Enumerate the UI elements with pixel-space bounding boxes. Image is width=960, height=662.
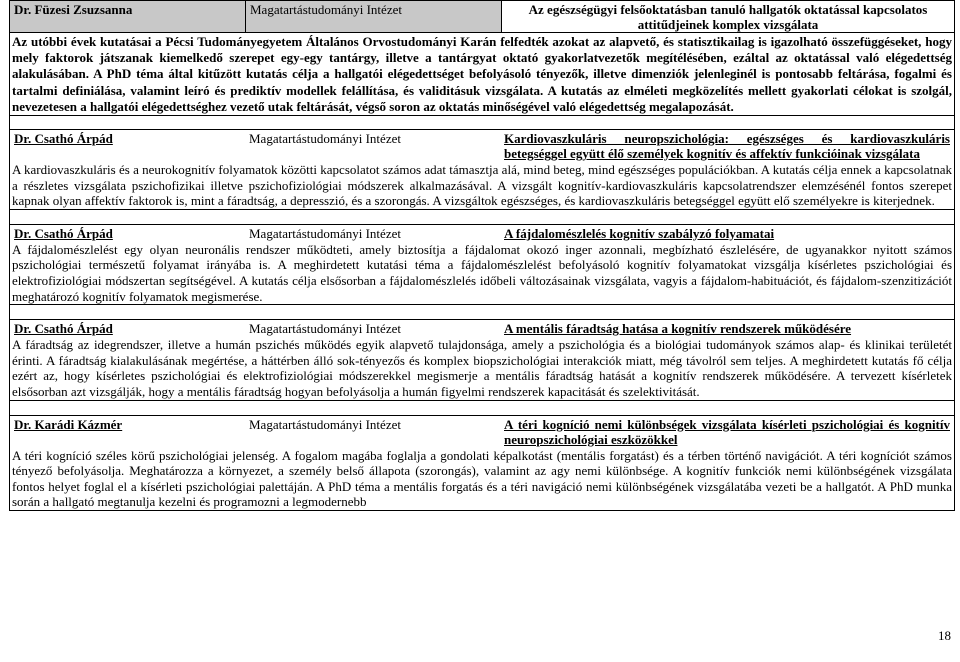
document-page [9,0,955,511]
supervisor-name: Dr. Csathó Árpád [14,131,113,147]
topic-description: A téri kogníció széles körű pszichológiai jelenség. A fogalom magába foglalja a gondolati képalkotást (mentális forgatást) és a térben történő navigációt. A téri kogníciót számos tényező befolyásolja. Meghatározza a környezet, a személy belső állapota (szorongás), valamint az agy nemi különbsége. A kognitív funkciók nemi különbségének vizsgálata fontos helyet foglal el a kísérleti pszichológiai palettáján. A PhD téma a mentális forgatás és a téri navigáció nemi különbségének vizsgálatába vezeti be a hallgatót. A PhD munka során a hallgató megtanulja kezelni és programozni a legmodernebb [12,447,952,510]
institute-name: Magatartástudományi Intézet [249,225,401,241]
supervisor-name: Dr. Csathó Árpád [14,321,113,337]
entry-karadi [9,416,955,511]
institute-name: Magatartástudományi Intézet [249,131,401,147]
entry-header [10,416,954,447]
entry-csatho-2 [9,225,955,305]
spacer-row [9,305,955,320]
entry-header [10,320,954,336]
topic-description: Az utóbbi évek kutatásai a Pécsi Tudományegyetem Általános Orvostudományi Karán felfedték azokat az alapvető, és statisztikailag is igazolható összefüggéseket, hogy mely faktorok játszanak kiemelkedő szerepet egy-egy tantárgy, illetve a tantárgyat oktató gyakorlatvezetők megítélésében, ezáltal az oktatással való elégedettség alakulásában. A PhD téma által kitűzött kutatás célja a hallgatói elégedettséget befolyásoló tényezők, illetve dimenziók jelenleginél is pontosabb feltárása, fogalmi és tartalmi definiálása, valamint leíró és prediktív modellek felállítása, és validitásuk vizsgálata. A kutatás az elméleti megközelítés mellett gyakorlati célokat is szolgál, nevezetesen a hallgatói elégedettséghez vezető utak feltárását, végső soron az oktatás minőségével való elégedettség megalapozását. [12,34,952,114]
institute-name: Magatartástudományi Intézet [249,416,401,432]
topic-title: A mentális fáradtság hatása a kognitív rendszerek működésére [504,321,852,337]
entry-csatho-1 [9,130,955,210]
entry-fuzesi [9,0,955,116]
entry-header [10,130,954,161]
page-number: 18 [938,628,951,643]
topic-title: Kardiovaszkuláris neuropszichológia: egészséges és kardiovaszkuláris betegséggel együtt élő személyek kognitív és affektív funkcióinak vizsgálata [504,131,950,162]
entry-header [10,1,954,33]
topic-description: A fájdalomészlelést egy olyan neuronális rendszer működteti, amely biztosítja a fájdalomat okozó inger azonnali, megbízható észlelésére, de ugyanakkor nyitott számos pszichológiai természetű folyamat irányába is. A meghirdetett kutatási téma a fájdalomészlelést befolyásoló kognitív folyamatokat vizsgálja kísérletes pszichológiai és elektrofiziológiai módszertan segítségével. A kutatás célja elsősorban a fájdalomészlelés időbeli változásainak vizsgálata, vagyis a fájdalom-habituációt, és fájdalom-szenzitizációt meghatározó kognitív folyamatok megismerése. [12,241,952,304]
entry-header [10,225,954,241]
topic-description: A kardiovaszkuláris és a neurokognitív folyamatok közötti kapcsolatot számos adat támasztja alá, mind beteg, mind egészséges populációkban. A kutatás célja ennek a kapcsolatnak a részletes vizsgálata pszichofizikai illetve pszichofiziológiai módszerek alkalmazásával. A vizsgált kognitív-kardiovaszkuláris kapcsolatrendszer elemzésénél fontos szerepet kapnak olyan affektív faktorok is, mint a fáradtság, a depresszió, és a szorongás. A vizsgáltok egészséges, és kardiovaszkuláris betegséggel együtt elő személyekre is kiterjednek. [12,162,952,209]
supervisor-name: Dr. Csathó Árpád [14,225,113,241]
topic-title: A téri kogníció nemi különbségek vizsgálata kísérleti pszichológiai és kognitív neuropszichológiai eszközökkel [504,416,950,447]
institute-name: Magatartástudományi Intézet [246,1,502,32]
institute-name: Magatartástudományi Intézet [249,321,401,337]
topic-title: Az egészségügyi felsőoktatásban tanuló hallgatók oktatással kapcsolatos attitűdjeinek komplex vizsgálata [528,2,928,32]
spacer-row [9,210,955,225]
supervisor-name: Dr. Füzesi Zsuzsanna [10,1,246,32]
topic-title: A fájdalomészlelés kognitív szabályzó folyamatai [504,225,775,241]
spacer-row [9,116,955,130]
topic-description: A fáradtság az idegrendszer, illetve a humán pszichés működés egyik alapvető tulajdonsága, amely a pszichológia és a biológiai tudományok számos alap- és klinikai területét érinti. A fáradtság kialakulásának megértése, a háttérben álló sok-tényezős és komplex biopszichológiai interakciók miatt, még távolról sem teljes. A meghirdetett kutatás fő célja ezért az, hogy kísérletes pszichológiai és elektrofiziológiai módszerekkel megismerje a mentális fáradtság hatását a kognitív rendszerek működésére. A tervezett kísérletek elsősorban azt vizsgálják, hogy a mentális fáradtság hogyan befolyásolja a humán figyelmi rendszerek kapacitását és szelektivitását. [12,337,952,399]
spacer-row [9,401,955,416]
entry-csatho-3 [9,320,955,400]
supervisor-name: Dr. Karádi Kázmér [14,416,123,432]
